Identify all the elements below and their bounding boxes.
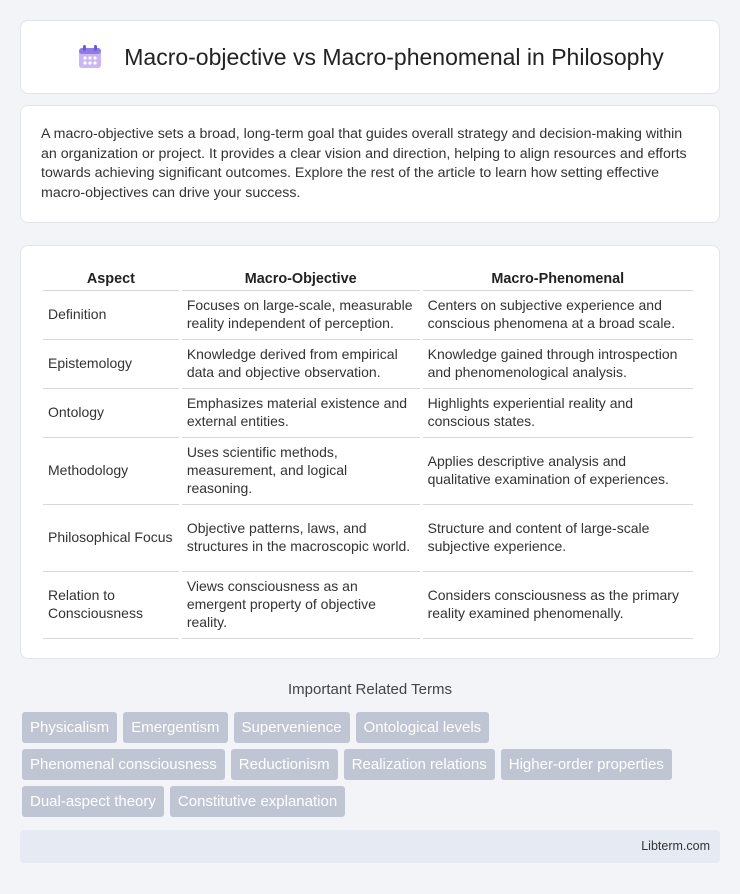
- tag-row: [22, 749, 722, 780]
- table-row: [43, 340, 693, 389]
- header-card: [20, 20, 720, 94]
- tag-constitutive-explanation[interactable]: Constitutive explanation: [170, 786, 345, 817]
- footer: [20, 830, 720, 863]
- tag-row: [22, 712, 722, 743]
- tag-dual-aspect-theory[interactable]: Dual-aspect theory: [22, 786, 164, 817]
- table-cell-aspect: Epistemology: [43, 340, 179, 389]
- table-row: [43, 389, 693, 438]
- table-cell-objective: Knowledge derived from empirical data and objective observation.: [182, 340, 420, 389]
- comparison-table: [40, 264, 696, 639]
- table-cell-aspect: Philosophical Focus: [43, 505, 179, 572]
- table-cell-objective: Uses scientific methods, measurement, and logical reasoning.: [182, 438, 420, 505]
- tag-reductionism[interactable]: Reductionism: [231, 749, 338, 780]
- table-header-row: [43, 264, 693, 291]
- tag-ontological-levels[interactable]: Ontological levels: [356, 712, 490, 743]
- table-cell-aspect: Methodology: [43, 438, 179, 505]
- table-cell-phenomenal: Structure and content of large-scale subjective experience.: [423, 505, 693, 572]
- table-row: [43, 505, 693, 572]
- table-row: [43, 572, 693, 639]
- tag-higher-order-properties[interactable]: Higher-order properties: [501, 749, 672, 780]
- footer-site-link[interactable]: Libterm.com: [641, 839, 710, 853]
- table-cell-aspect: Relation to Consciousness: [43, 572, 179, 639]
- page-title: Macro-objective vs Macro-phenomenal in Philosophy: [124, 43, 664, 70]
- header-aspect: Aspect: [43, 264, 179, 291]
- table-cell-phenomenal: Knowledge gained through introspection and phenomenological analysis.: [423, 340, 693, 389]
- related-terms-title: Important Related Terms: [288, 681, 452, 698]
- intro-text: A macro-objective sets a broad, long-term goal that guides overall strategy and decision-making within an organization or project. It provides a clear vision and direction, helping to align resources and efforts towards achieving significant outcomes. Explore the rest of the article to learn how setting effective macro-objectives can drive your success.: [41, 126, 687, 201]
- table-row: [43, 438, 693, 505]
- table-row: [43, 291, 693, 340]
- comparison-table-card: [20, 245, 720, 659]
- calendar-icon: [76, 43, 104, 71]
- table-cell-objective: Views consciousness as an emergent property of objective reality.: [182, 572, 420, 639]
- tag-supervenience[interactable]: Supervenience: [234, 712, 350, 743]
- table-cell-objective: Emphasizes material existence and external entities.: [182, 389, 420, 438]
- tag-physicalism[interactable]: Physicalism: [22, 712, 117, 743]
- table-cell-aspect: Definition: [43, 291, 179, 340]
- table-cell-phenomenal: Highlights experiential reality and conscious states.: [423, 389, 693, 438]
- table-cell-objective: Focuses on large-scale, measurable reality independent of perception.: [182, 291, 420, 340]
- tag-row: [22, 786, 722, 817]
- header-macro-objective: Macro-Objective: [182, 264, 420, 291]
- related-terms: [22, 712, 722, 823]
- header-macro-phenomenal: Macro-Phenomenal: [423, 264, 693, 291]
- tag-emergentism[interactable]: Emergentism: [123, 712, 227, 743]
- table-cell-phenomenal: Considers consciousness as the primary reality examined phenomenally.: [423, 572, 693, 639]
- table-cell-phenomenal: Centers on subjective experience and conscious phenomena at a broad scale.: [423, 291, 693, 340]
- tag-phenomenal-consciousness[interactable]: Phenomenal consciousness: [22, 749, 225, 780]
- tag-realization-relations[interactable]: Realization relations: [344, 749, 495, 780]
- table-cell-objective: Objective patterns, laws, and structures in the macroscopic world.: [182, 505, 420, 572]
- intro-card: [20, 105, 720, 223]
- table-cell-phenomenal: Applies descriptive analysis and qualitative examination of experiences.: [423, 438, 693, 505]
- table-cell-aspect: Ontology: [43, 389, 179, 438]
